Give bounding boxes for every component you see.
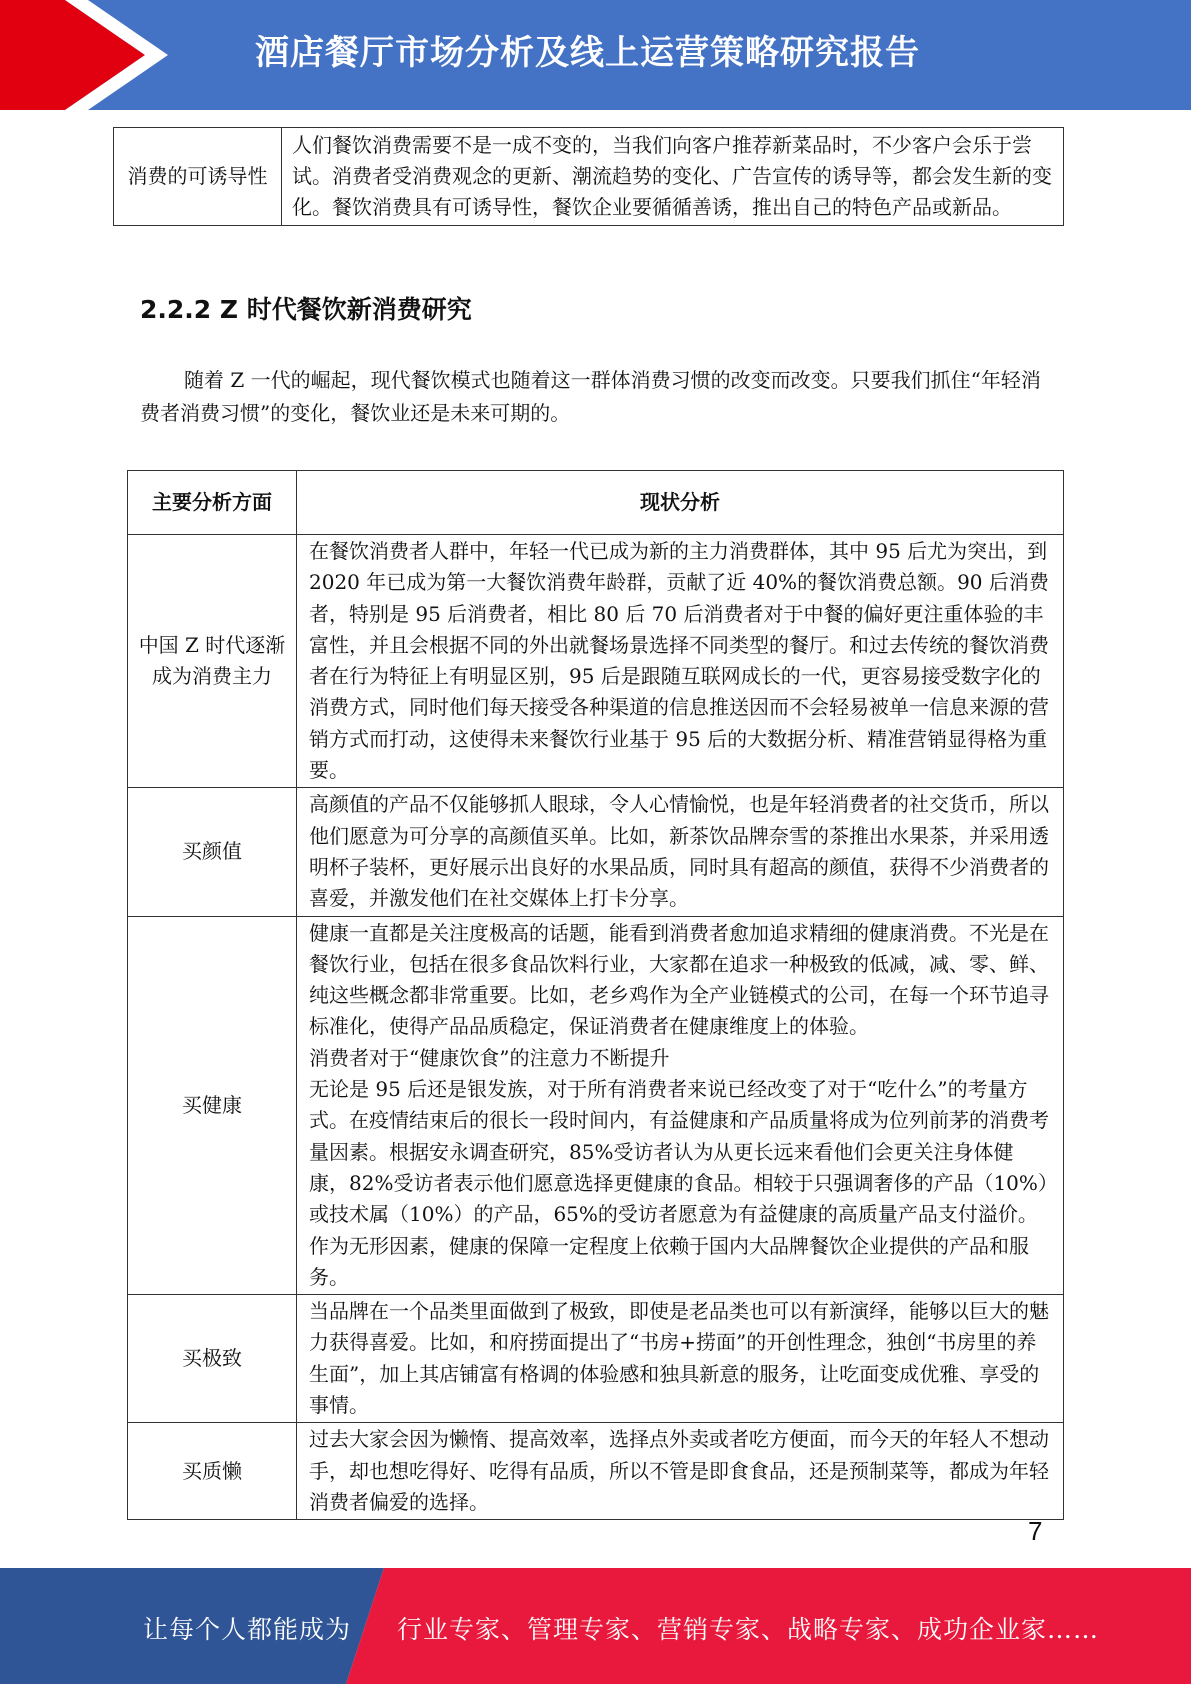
table-row bbox=[114, 128, 1064, 226]
description-text: 无论是 95 后还是银发族，对于所有消费者来说已经改变了对于“吃什么”的考量方式。在疫情结束后的很长一段时间内，有益健康和产品质量将成为位列前茅的消费考量因素。根据安永调查研究，85%受访者认为从更长远来看他们会更关注身体健康，82%受访者表示他们愿意选择更健康的食品。相较于只强调奢侈的产品（10%）或技术属（10%）的产品，65%的受访者愿意为有益健康的高质量产品支付溢价。作为无形因素，健康的保障一定程度上依赖于国内大品牌餐饮企业提供的产品和服务。 bbox=[309, 1077, 1049, 1289]
aspect-cell: 买健康 bbox=[128, 916, 297, 1295]
description-cell: 人们餐饮消费需要不是一成不变的，当我们向客户推荐新菜品时，不少客户会乐于尝试。消费者受消费观念的更新、潮流趋势的变化、广告宣传的诱导等，都会发生新的变化。餐饮消费具有可诱导性，餐饮企业要循循善诱，推出自己的特色产品或新品。 bbox=[282, 128, 1064, 226]
intro-paragraph: 随着 Z 一代的崛起，现代餐饮模式也随着这一群体消费习惯的改变而改变。只要我们抓住“年轻消费者消费习惯”的变化，餐饮业还是未来可期的。 bbox=[140, 368, 1041, 425]
description-cell: 在餐饮消费者人群中，年轻一代已成为新的主力消费群体，其中 95 后尤为突出，到 2020 年已成为第一大餐饮消费年龄群，贡献了近 40%的餐饮消费总额。90 后消费者，特别是 95 后消费者，相比 80 后 70 后消费者对于中餐的偏好更注重体验的丰富性，并且会根据不同的外出就餐场景选择不同类型的餐厅。和过去传统的餐饮消费者在行为特征上有明显区别，95 后是跟随互联网成长的一代，更容易接受数字化的消费方式，同时他们每天接受各种渠道的信息推送因而不会轻易被单一信息来源的营销方式而打动，这使得未来餐饮行业基于 95 后的大数据分析、精准营销显得格为重要。 bbox=[297, 535, 1064, 788]
header-aspect: 主要分析方面 bbox=[128, 471, 297, 535]
table-row bbox=[128, 535, 1064, 788]
footer-slogan-left: 让每个人都能成为 bbox=[143, 1615, 352, 1644]
footer-slogan-right: 行业专家、管理专家、营销专家、战略专家、成功企业家…… bbox=[397, 1615, 1100, 1644]
report-title: 酒店餐厅市场分析及线上运营策略研究报告 bbox=[255, 33, 920, 73]
aspect-cell: 买极致 bbox=[128, 1295, 297, 1423]
description-cell: 当品牌在一个品类里面做到了极致，即使是老品类也可以有新演绎，能够以巨大的魅力获得喜爱。比如，和府捞面提出了“书房+捞面”的开创性理念，独创“书房里的养生面”，加上其店铺富有格调的体验感和独具新意的服务，让吃面变成优雅、享受的事情。 bbox=[297, 1295, 1064, 1423]
continuation-table bbox=[113, 127, 1064, 226]
table-row bbox=[128, 1423, 1064, 1520]
header-banner bbox=[0, 0, 1191, 110]
table-row bbox=[128, 916, 1064, 1295]
description-cell: 过去大家会因为懒惰、提高效率，选择点外卖或者吃方便面，而今天的年轻人不想动手，却也想吃得好、吃得有品质，所以不管是即食食品，还是预制菜等，都成为年轻消费者偏爱的选择。 bbox=[297, 1423, 1064, 1520]
page-number: 7 bbox=[1028, 1516, 1043, 1546]
table-row bbox=[128, 788, 1064, 916]
description-subheading: 消费者对于“健康饮食”的注意力不断提升 bbox=[309, 1045, 670, 1070]
section-heading: 2.2.2 Z 时代餐饮新消费研究 bbox=[140, 295, 472, 324]
description-text: 健康一直都是关注度极高的话题，能看到消费者愈加追求精细的健康消费。不光是在餐饮行业，包括在很多食品饮料行业，大家都在追求一种极致的低减，减、零、鲜、纯这些概念都非常重要。比如，老乡鸡作为全产业链模式的公司，在每一个环节追寻标准化，使得产品品质稳定，保证消费者在健康维度上的体验。 bbox=[309, 920, 1049, 1039]
table-row bbox=[128, 1295, 1064, 1423]
description-cell bbox=[297, 916, 1064, 1295]
aspect-cell: 买颜值 bbox=[128, 788, 297, 916]
aspect-cell: 消费的可诱导性 bbox=[114, 128, 282, 226]
footer-banner bbox=[0, 1568, 1191, 1684]
description-cell: 高颜值的产品不仅能够抓人眼球，令人心情愉悦，也是年轻消费者的社交货币，所以他们愿意为可分享的高颜值买单。比如，新茶饮品牌奈雪的茶推出水果茶，并采用透明杯子装杯，更好展示出良好的水果品质，同时具有超高的颜值，获得不少消费者的喜爱，并激发他们在社交媒体上打卡分享。 bbox=[297, 788, 1064, 916]
analysis-table bbox=[127, 470, 1064, 1520]
aspect-cell: 买质懒 bbox=[128, 1423, 297, 1520]
table-header-row bbox=[128, 471, 1064, 535]
aspect-cell: 中国 Z 时代逐渐成为消费主力 bbox=[128, 535, 297, 788]
header-status: 现状分析 bbox=[297, 471, 1064, 535]
